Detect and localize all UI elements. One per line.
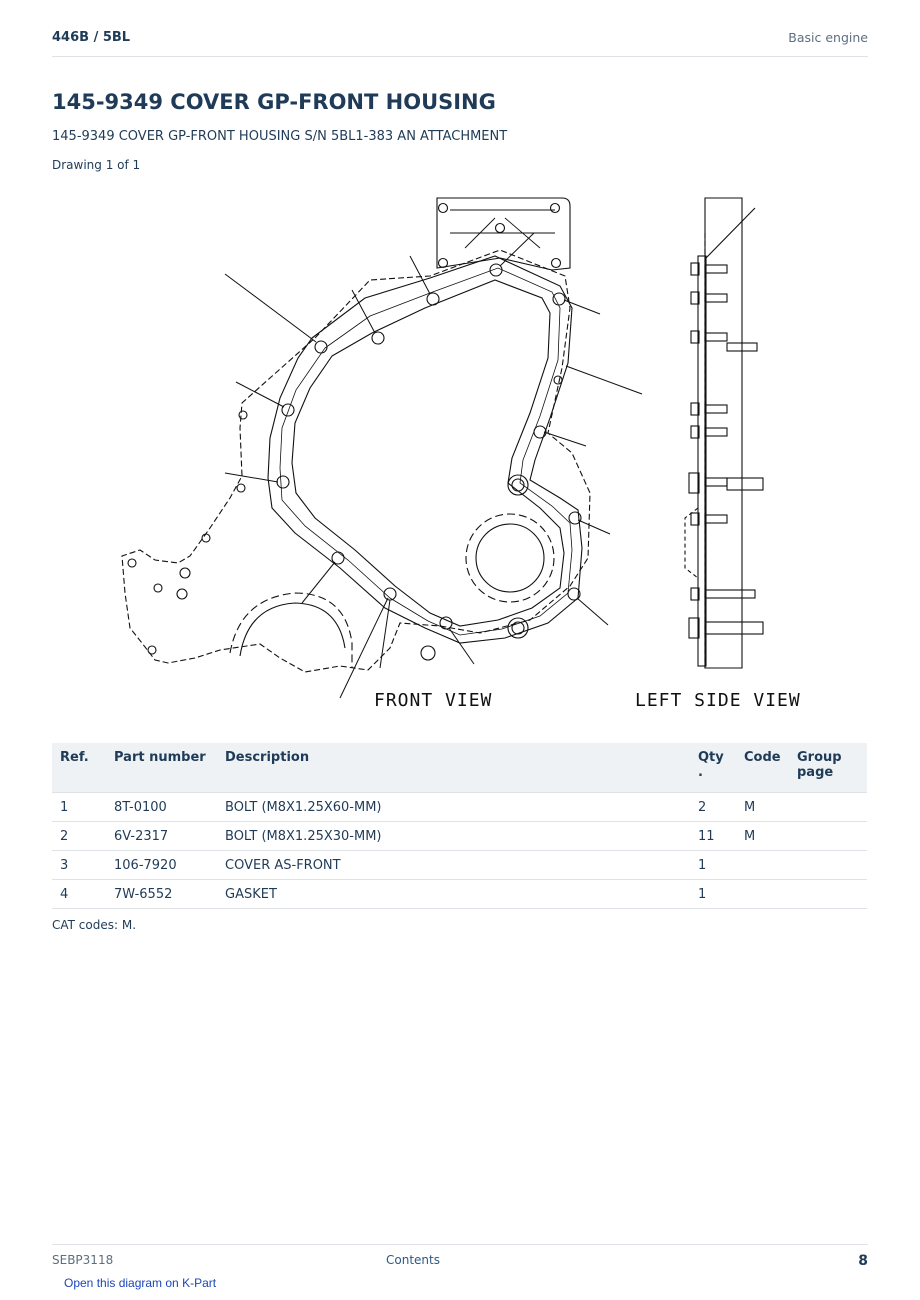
cell-ref: 1 xyxy=(52,793,106,822)
housing-outline xyxy=(122,250,590,672)
header-qty: Qty . xyxy=(690,743,736,793)
cell-part-number: 8T-0100 xyxy=(106,793,217,822)
header-ref: Ref. xyxy=(52,743,106,793)
cell-ref: 4 xyxy=(52,880,106,909)
page-number: 8 xyxy=(858,1253,868,1269)
cell-code: M xyxy=(736,793,789,822)
table-row xyxy=(52,880,867,909)
kpart-link[interactable]: Open this diagram on K-Part xyxy=(64,1276,217,1290)
header-description: Description xyxy=(217,743,690,793)
cell-qty: 1 xyxy=(690,851,736,880)
parts-diagram xyxy=(100,188,820,718)
side-view xyxy=(685,198,763,668)
header-part-number: Part number xyxy=(106,743,217,793)
header-code: Code xyxy=(736,743,789,793)
cell-description: BOLT (M8X1.25X60-MM) xyxy=(217,793,690,822)
header-group-page: Group page xyxy=(789,743,867,793)
cell-group-page xyxy=(789,822,867,851)
gasket-outline xyxy=(268,256,582,643)
cover-inner xyxy=(292,280,564,626)
cell-code xyxy=(736,851,789,880)
table-row xyxy=(52,822,867,851)
page-title: 145-9349 COVER GP-FRONT HOUSING xyxy=(52,90,496,114)
cell-code xyxy=(736,880,789,909)
cell-ref: 2 xyxy=(52,822,106,851)
cell-group-page xyxy=(789,793,867,822)
cell-description: BOLT (M8X1.25X30-MM) xyxy=(217,822,690,851)
front-view-label: FRONT VIEW xyxy=(374,690,493,711)
side-view-label: LEFT SIDE VIEW xyxy=(635,690,801,711)
page-header xyxy=(52,28,868,57)
cell-group-page xyxy=(789,880,867,909)
cell-description: GASKET xyxy=(217,880,690,909)
cell-part-number: 7W-6552 xyxy=(106,880,217,909)
cat-codes-note: CAT codes: M. xyxy=(52,918,137,932)
table-row xyxy=(52,793,867,822)
page-footer xyxy=(52,1244,868,1275)
model-label: 446B / 5BL xyxy=(52,30,131,45)
cell-group-page xyxy=(789,851,867,880)
table-row xyxy=(52,851,867,880)
drawing-count: Drawing 1 of 1 xyxy=(52,158,141,172)
cell-qty: 2 xyxy=(690,793,736,822)
page-subtitle: 145-9349 COVER GP-FRONT HOUSING S/N 5BL1-383 AN ATTACHMENT xyxy=(52,129,508,144)
cell-description: COVER AS-FRONT xyxy=(217,851,690,880)
cell-qty: 1 xyxy=(690,880,736,909)
table-header-row xyxy=(52,743,867,793)
bolt-holes xyxy=(277,264,581,629)
document-id: SEBP3118 xyxy=(52,1253,114,1267)
parts-table xyxy=(52,743,867,909)
cell-code: M xyxy=(736,822,789,851)
contents-link[interactable]: Contents xyxy=(386,1253,440,1267)
cell-ref: 3 xyxy=(52,851,106,880)
section-label: Basic engine xyxy=(788,30,868,45)
cell-qty: 11 xyxy=(690,822,736,851)
cell-part-number: 6V-2317 xyxy=(106,822,217,851)
side-bolts xyxy=(689,263,763,638)
cell-part-number: 106-7920 xyxy=(106,851,217,880)
